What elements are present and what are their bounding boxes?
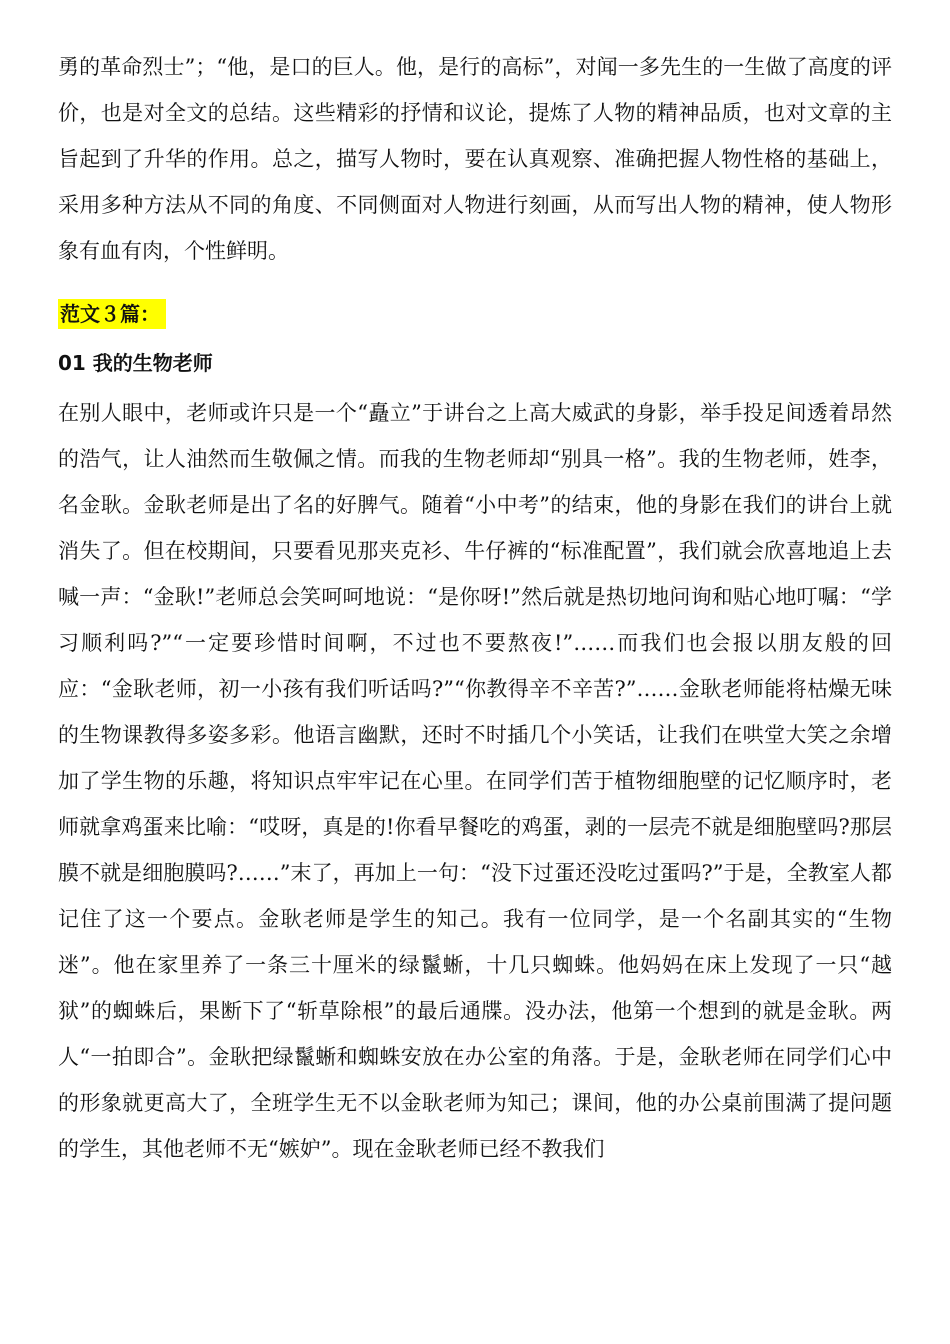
essay-title: 01 我的生物老师 [58,351,213,375]
intro-paragraph: 勇的革命烈士”；“他，是口的巨人。他，是行的高标”，对闻一多先生的一生做了高度的评价，也是对全文的总结。这些精彩的抒情和议论，提炼了人物的精神品质，也对文章的主旨起到了升华的作用。总之，描写人物时，要在认真观察、准确把握人物性格的基础上，采用多种方法从不同的角度、不同侧面对人物进行刻画，从而写出人物的精神，使人物形象有血有肉，个性鲜明。 [58,55,892,263]
essay-body-paragraph: 在别人眼中，老师或许只是一个“矗立”于讲台之上高大威武的身影，举手投足间透着昂然的浩气，让人油然而生敬佩之情。而我的生物老师却“别具一格”。我的生物老师，姓李，名金耿。金耿老师是出了名的好脾气。随着“小中考”的结束，他的身影在我们的讲台上就消失了。但在校期间，只要看见那夹克衫、牛仔裤的“标准配置”，我们就会欣喜地追上去喊一声：“金耿!”老师总会笑呵呵地说：“是你呀!”然后就是热切地问询和贴心地叮嘱：“学习顺利吗?”“一定要珍惜时间啊，不过也不要熬夜!”……而我们也会报以朋友般的回应：“金耿老师，初一小孩有我们听话吗?”“你教得辛不辛苦?”……金耿老师能将枯燥无味的生物课教得多姿多彩。他语言幽默，还时不时插几个小笑话，让我们在哄堂大笑之余增加了学生物的乐趣，将知识点牢牢记在心里。在同学们苦于植物细胞壁的记忆顺序时，老师就拿鸡蛋来比喻：“哎呀，真是的!你看早餐吃的鸡蛋，剥的一层壳不就是细胞壁吗?那层膜不就是细胞膜吗?……”末了，再加上一句：“没下过蛋还没吃过蛋吗?”于是，全教室人都记住了这一个要点。金耿老师是学生的知己。我有一位同学，是一个名副其实的“生物迷”。他在家里养了一条三十厘米的绿鬣蜥，十几只蜘蛛。他妈妈在床上发现了一只“越狱”的蜘蛛后，果断下了“斩草除根”的最后通牒。没办法，他第一个想到的就是金耿。两人“一拍即合”。金耿把绿鬣蜥和蜘蛛安放在办公室的角落。于是，金耿老师在同学们心中的形象就更高大了，全班学生无不以金耿老师为知己；课间，他的办公桌前围满了提问题的学生，其他老师不无“嫉妒”。现在金耿老师已经不教我们 [58,401,892,1161]
section-heading: 范文３篇： [58,299,166,329]
